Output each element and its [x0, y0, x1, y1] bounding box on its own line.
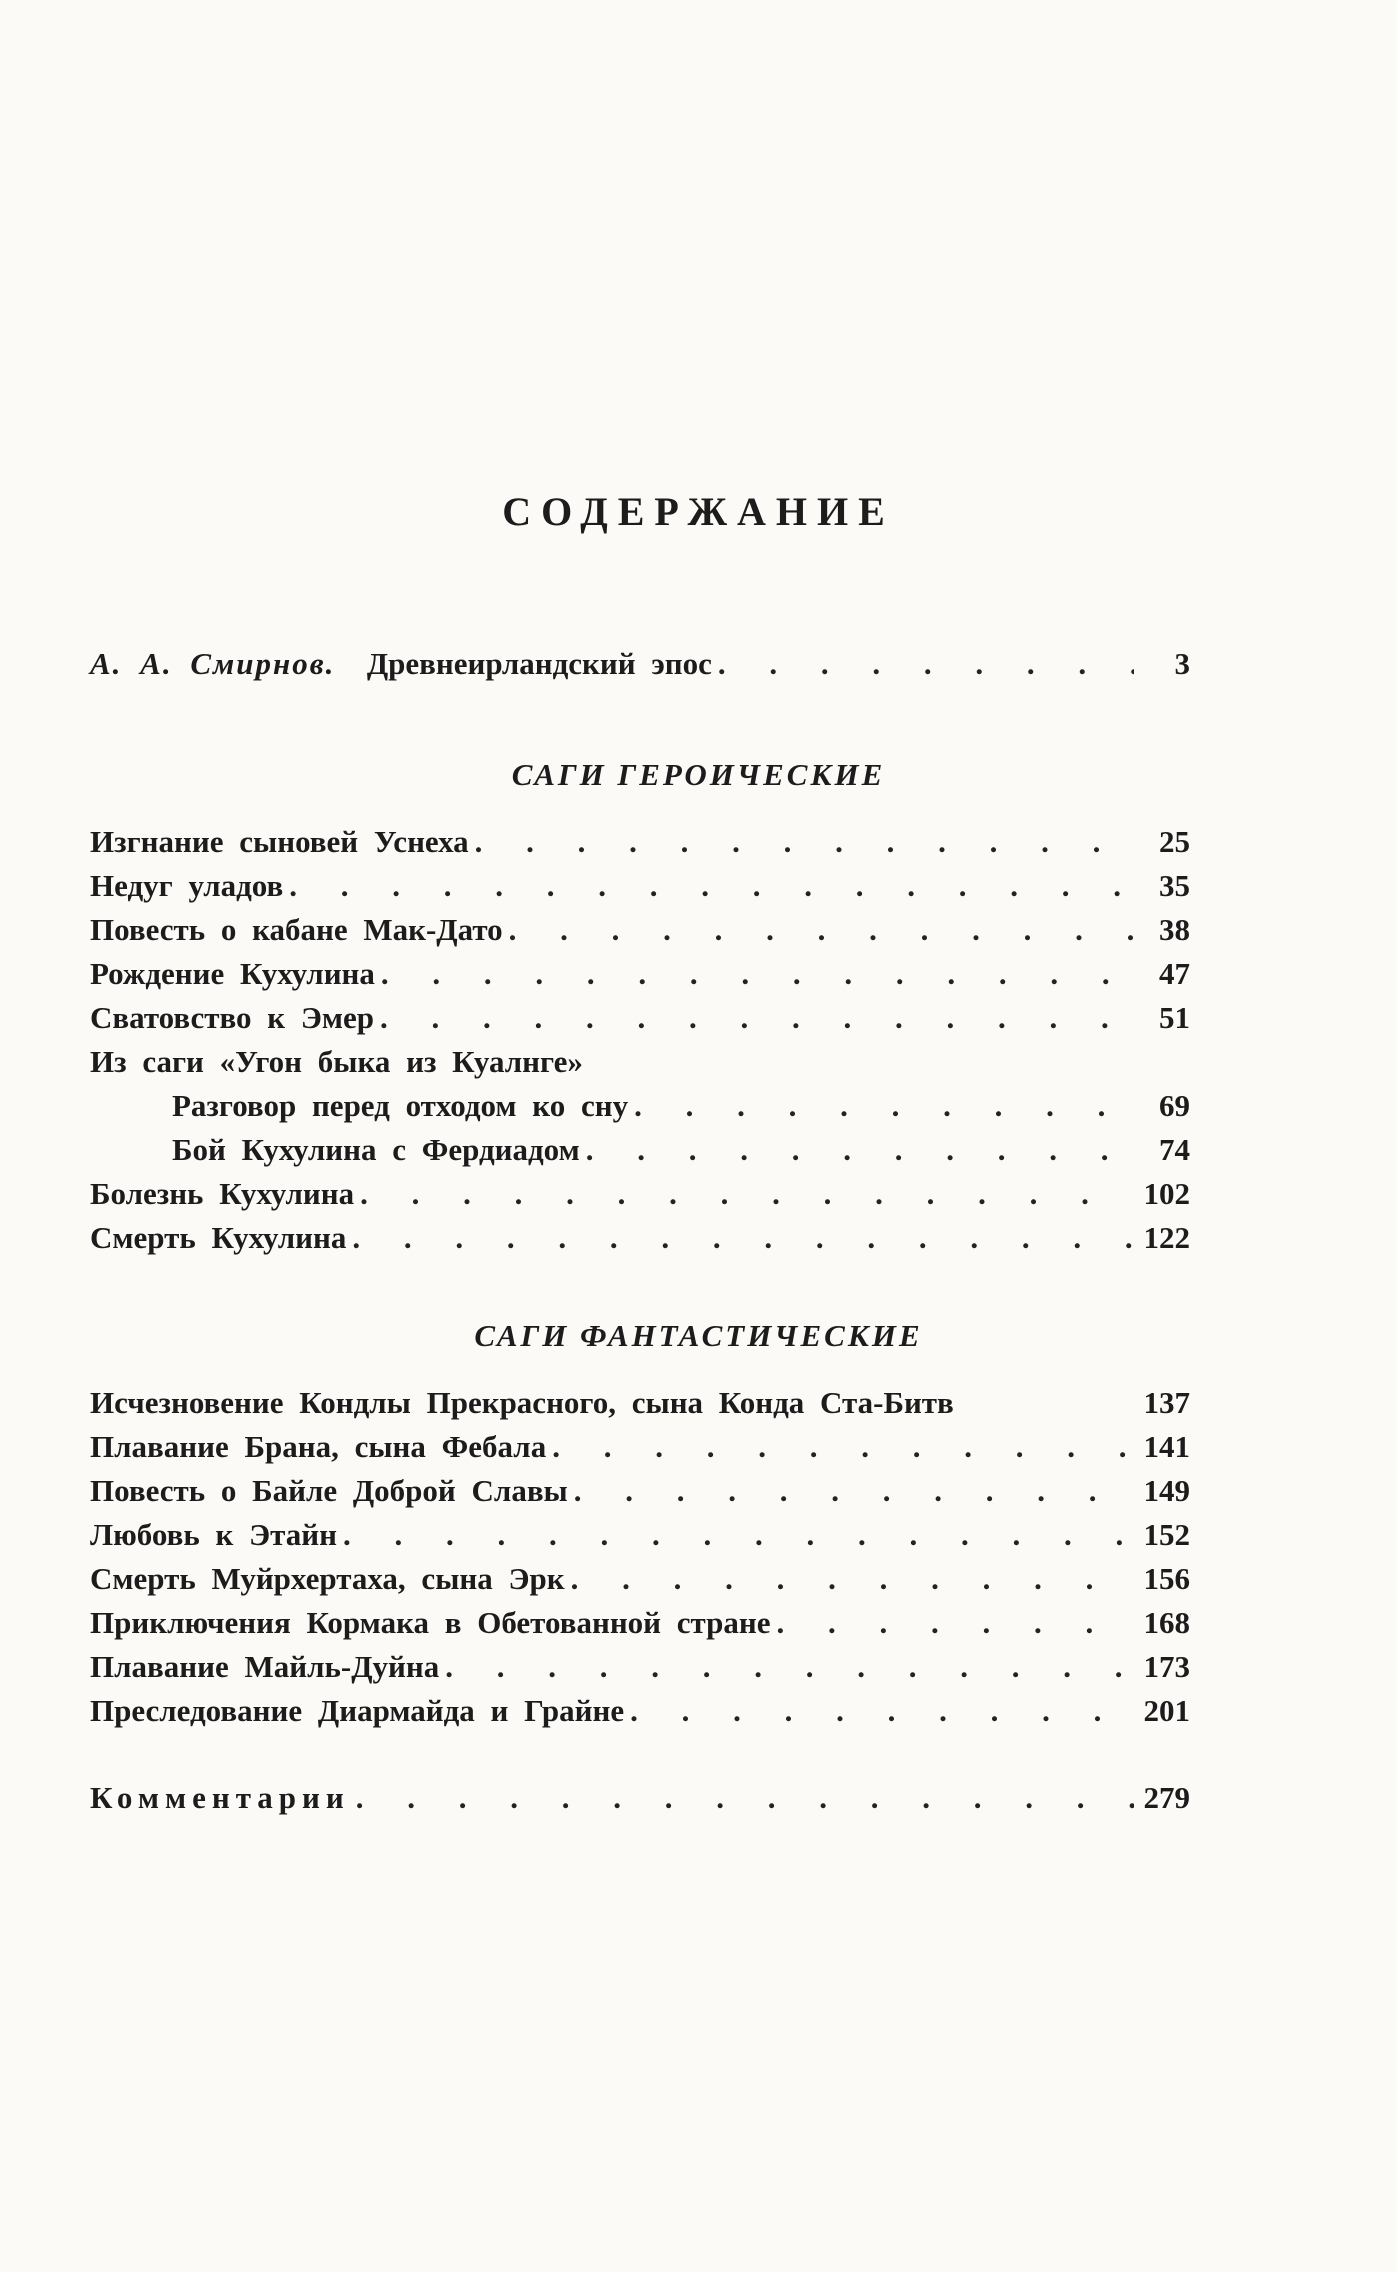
toc-page-number: 156 — [1143, 1561, 1190, 1596]
toc-page-number: 279 — [1143, 1780, 1190, 1815]
toc-section-fantastic — [90, 1381, 1190, 1733]
toc-section-heroic — [90, 820, 1190, 1260]
section-heading-fantastic: САГИ ФАНТАСТИЧЕСКИЕ — [474, 1318, 923, 1353]
author-name: А. А. Смирнов. — [90, 646, 336, 681]
dot-leader — [337, 1513, 1134, 1557]
toc-entry-label — [90, 642, 712, 686]
toc-entry — [90, 1689, 1190, 1733]
dot-leader — [469, 820, 1134, 864]
dot-leader — [628, 1084, 1134, 1128]
toc-entry — [90, 1469, 1190, 1513]
dot-leader — [283, 864, 1134, 908]
toc-entry — [90, 1084, 1190, 1128]
toc-page-number: 102 — [1143, 1176, 1190, 1211]
toc-entry-label: Смерть Муйрхертаха, сына Эрк — [90, 1561, 565, 1596]
dot-leader — [568, 1469, 1134, 1513]
toc-group-heading — [90, 1040, 1190, 1084]
toc-commentary — [90, 1776, 1190, 1820]
toc-entry — [90, 908, 1190, 952]
toc-page-number: 74 — [1159, 1132, 1190, 1167]
toc-entry-label: Болезнь Кухулина — [90, 1176, 355, 1211]
dot-leader — [375, 952, 1134, 996]
dot-leader — [546, 1425, 1134, 1469]
toc-entry — [90, 642, 1190, 686]
dot-leader — [580, 1128, 1134, 1172]
toc-entry-label: Любовь к Этайн — [90, 1517, 337, 1552]
dot-leader — [350, 1776, 1134, 1820]
toc-entry-label: Изгнание сыновей Уснеха — [90, 824, 469, 859]
toc-entry — [90, 1776, 1190, 1820]
toc-page-number: 3 — [1174, 646, 1190, 681]
toc-page-number: 141 — [1143, 1429, 1190, 1464]
toc-page-number: 47 — [1159, 956, 1190, 991]
toc-page-number: 173 — [1143, 1649, 1190, 1684]
toc-entry — [90, 1513, 1190, 1557]
toc-entry — [90, 996, 1190, 1040]
toc-page-number: 35 — [1159, 868, 1190, 903]
toc-entry-label: Разговор перед отходом ко сну — [172, 1088, 629, 1123]
toc-entry-label: Недуг уладов — [90, 868, 284, 903]
toc-entry — [90, 1425, 1190, 1469]
dot-leader — [346, 1216, 1134, 1260]
toc-entry — [90, 1601, 1190, 1645]
toc-page-number: 168 — [1143, 1605, 1190, 1640]
toc-entry-label: Исчезновение Кондлы Прекрасного, сына Конда Ста-Битв — [90, 1385, 954, 1420]
toc-entry-label: Сватовство к Эмер — [90, 1000, 375, 1035]
section-heading-heroic: САГИ ГЕРОИЧЕСКИЕ — [511, 757, 886, 792]
toc-page-number: 149 — [1143, 1473, 1190, 1508]
dot-leader — [374, 996, 1134, 1040]
toc-entry — [90, 820, 1190, 864]
dot-leader — [712, 642, 1134, 686]
toc-entry-label: Повесть о Байле Доброй Славы — [90, 1473, 568, 1508]
toc-page-number: 51 — [1159, 1000, 1190, 1035]
toc-page-number: 38 — [1159, 912, 1190, 947]
toc-entry — [90, 1128, 1190, 1172]
toc-entry-label: Рождение Кухулина — [90, 956, 375, 991]
toc-entry — [90, 1172, 1190, 1216]
toc-entry — [90, 952, 1190, 996]
toc-entry-label: Из саги «Угон быка из Куалнге» — [90, 1044, 583, 1079]
dot-leader — [624, 1689, 1134, 1733]
toc-entry-label: Повесть о кабане Мак-Дато — [90, 912, 503, 947]
dot-leader — [565, 1557, 1134, 1601]
toc-entry-label: Плавание Майль-Дуйна — [90, 1649, 440, 1684]
toc-entry-label: Плавание Брана, сына Фебала — [90, 1429, 547, 1464]
page-title: СОДЕРЖАНИЕ — [502, 489, 895, 534]
dot-leader — [503, 908, 1134, 952]
toc-page-number: 201 — [1143, 1693, 1190, 1728]
toc-page-number: 69 — [1159, 1088, 1190, 1123]
toc-entry-label: Комментарии — [90, 1780, 350, 1815]
toc-entry — [90, 1216, 1190, 1260]
toc-entry-label: Преследование Диармайда и Грайне — [90, 1693, 625, 1728]
toc-page-number: 122 — [1143, 1220, 1190, 1255]
toc-entry-label: Бой Кухулина с Фердиадом — [172, 1132, 580, 1167]
toc-page-number: 25 — [1159, 824, 1190, 859]
toc-page-number: 152 — [1143, 1517, 1190, 1552]
toc-entry — [90, 864, 1190, 908]
toc-intro — [90, 642, 1190, 686]
toc-entry-label: Смерть Кухулина — [90, 1220, 347, 1255]
toc-entry — [90, 1557, 1190, 1601]
dot-leader — [354, 1172, 1134, 1216]
dot-leader — [439, 1645, 1134, 1689]
toc-page-number: 137 — [1143, 1385, 1190, 1420]
intro-title: Древнеирландский эпос — [366, 646, 712, 681]
toc-entry — [90, 1381, 1190, 1425]
toc-entry — [90, 1645, 1190, 1689]
dot-leader — [771, 1601, 1134, 1645]
toc-entry-label: Приключения Кормака в Обетованной стране — [90, 1605, 771, 1640]
